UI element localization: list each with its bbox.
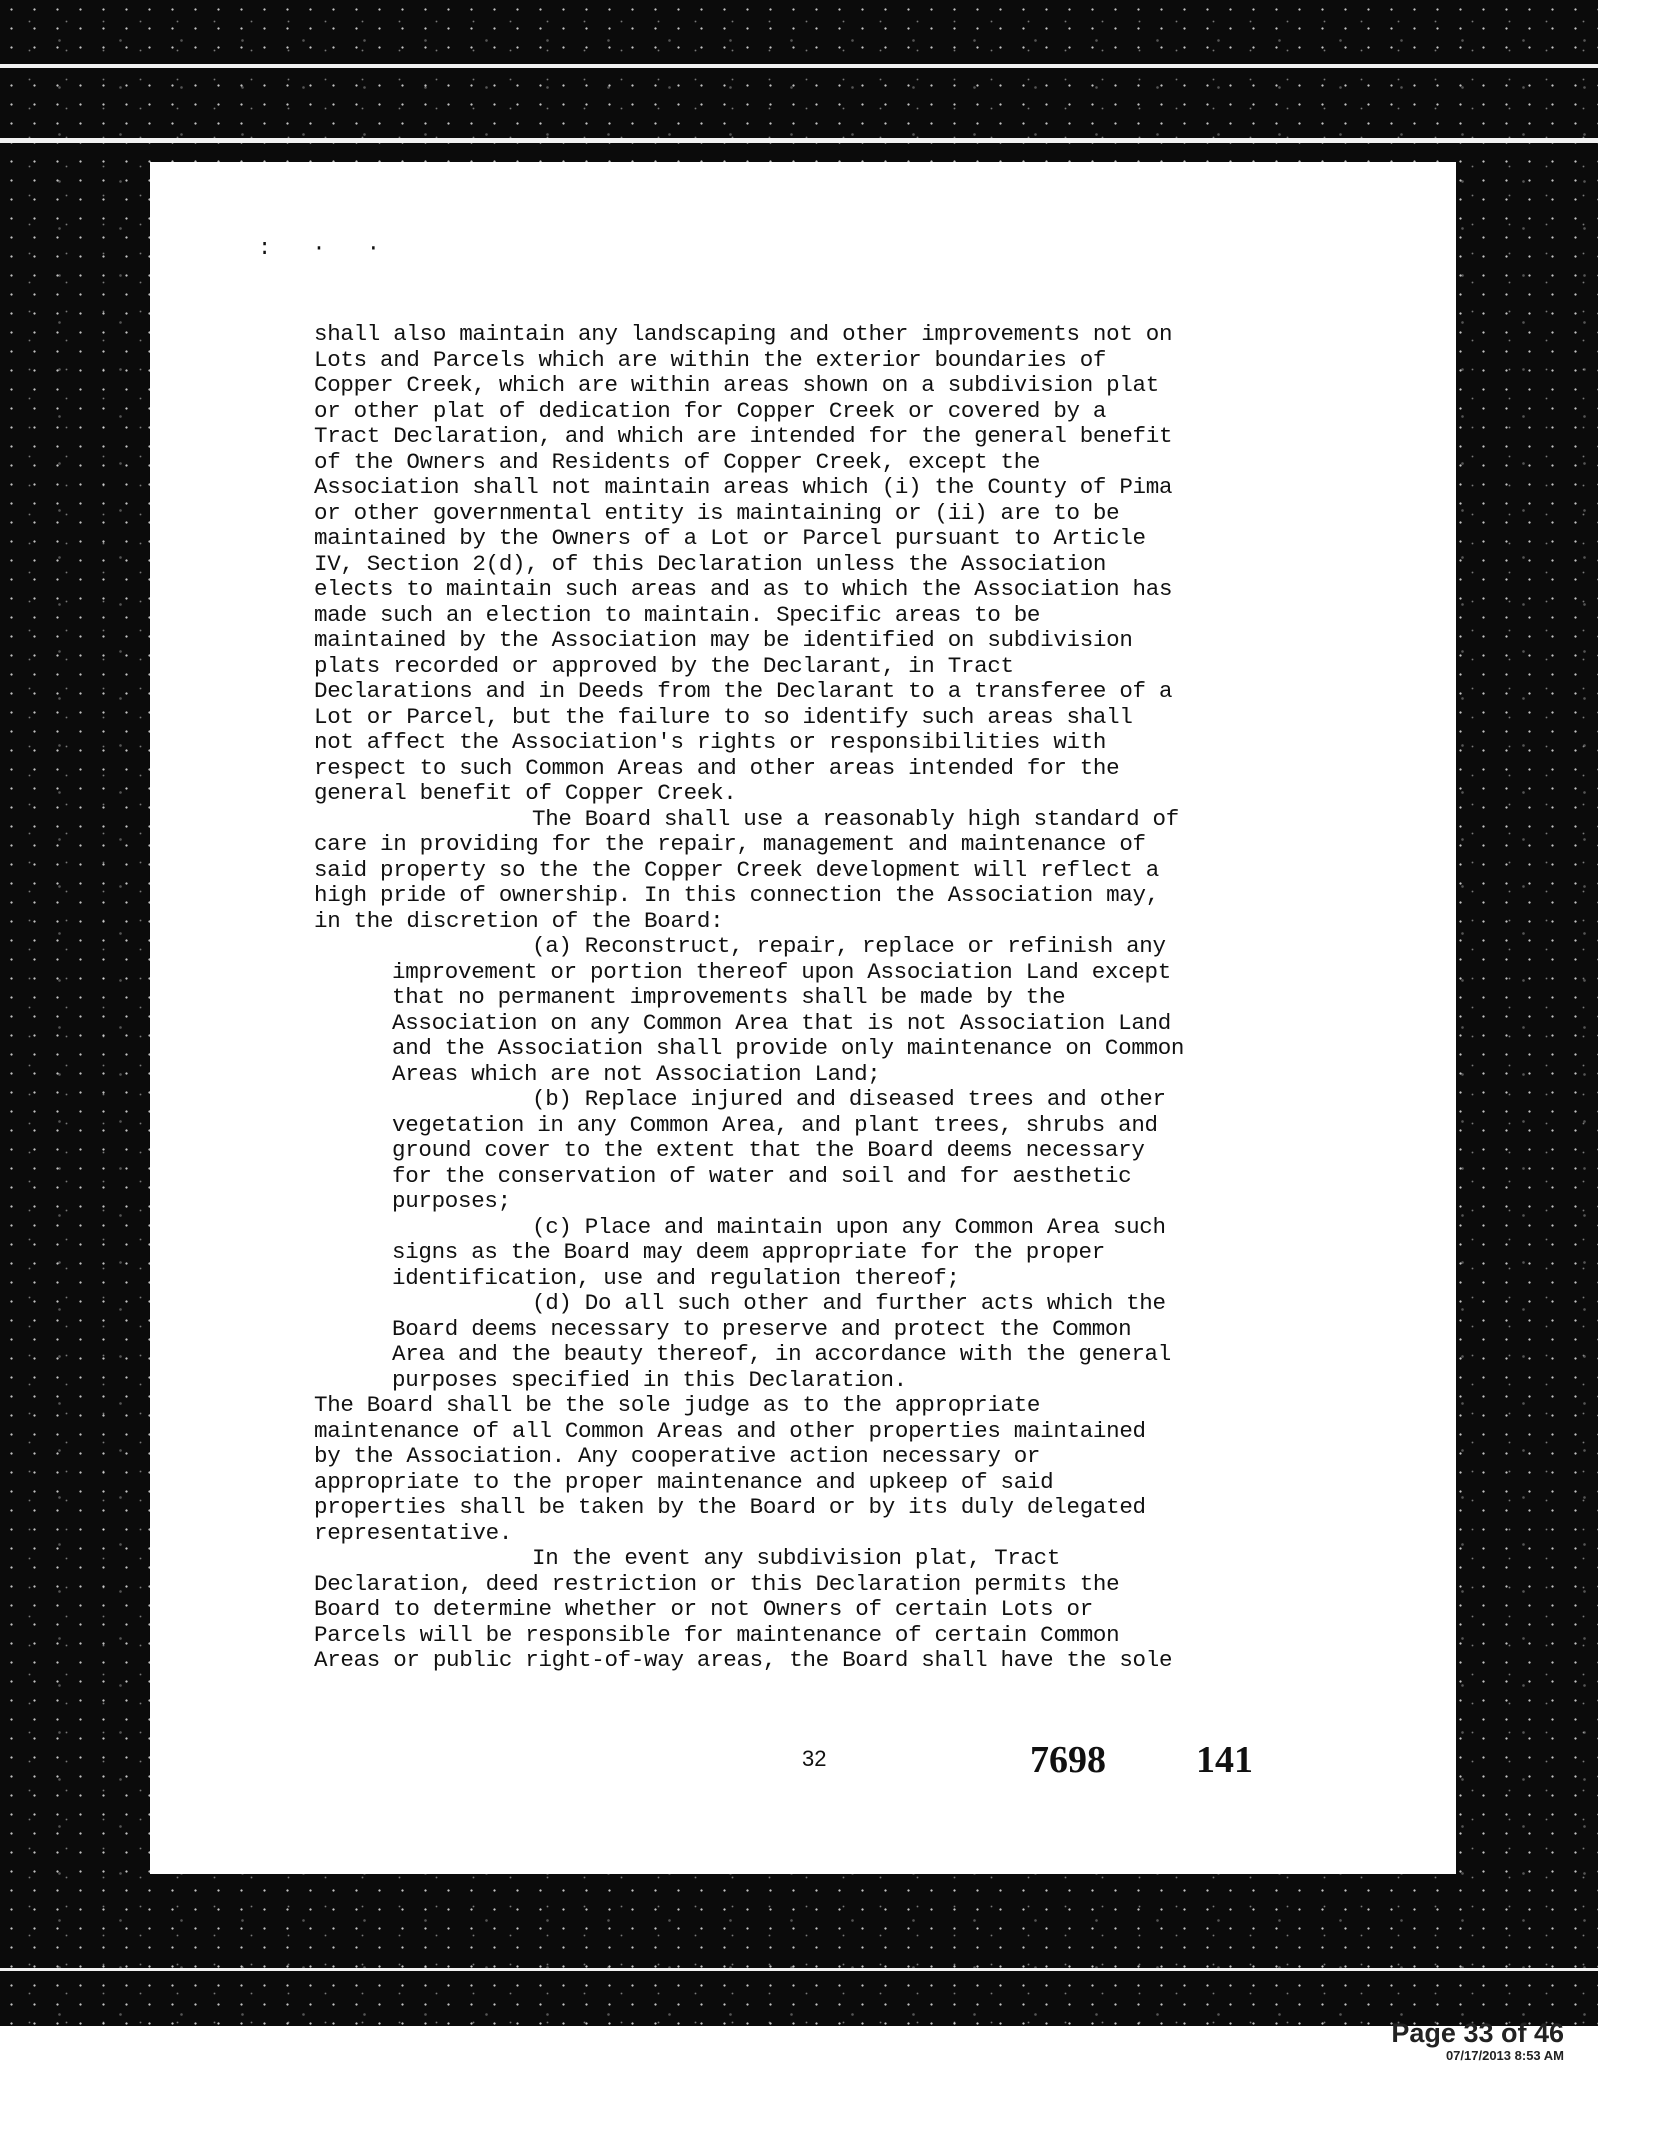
- page-counter: Page 33 of 46: [1391, 2018, 1564, 2048]
- page-number: 32: [802, 1746, 827, 1771]
- document-body: [314, 322, 1404, 1674]
- recording-book-number: 7698: [1030, 1739, 1106, 1781]
- list-item: (c) Place and maintain upon any Common Area such signs as the Board may deem appropriate for the proper identification, use and regulation thereof;: [392, 1213, 1166, 1291]
- viewer-page-stamp: [1391, 2018, 1564, 2064]
- list-item: (d) Do all such other and further acts which the Board deems necessary to preserve and protect the Common Area and the beauty thereof, in accordance with the general purposes specified in this Declaration.: [392, 1290, 1171, 1393]
- paragraph: The Board shall be the sole judge as to the appropriate maintenance of all Common Areas and other properties maintained by the Association. Any cooperative action necessary or appropriate to the proper maintenance and upkeep of said properties shall be taken by the Board or by its duly delegated representative.: [314, 1392, 1146, 1546]
- list-item: (a) Reconstruct, repair, replace or refinish any improvement or portion thereof upon Association Land except that no permanent improvements shall be made by the Association on any Common Area that is not Association Land and the Association shall provide only maintenance on Common Areas which are not Association Land;: [392, 933, 1185, 1087]
- paragraph: shall also maintain any landscaping and other improvements not on Lots and Parcels which are within the exterior boundaries of Copper Creek, which are within areas shown on a subdivision plat or other plat of dedication for Copper Creek or covered by a Tract Declaration, and which are intended for the general benefit of the Owners and Residents of Copper Creek, except the Association shall not maintain areas which (i) the County of Pima or other governmental entity is maintaining or (ii) are to be maintained by the Owners of a Lot or Parcel pursuant to Article IV, Section 2(d), of this Declaration unless the Association elects to maintain such areas and as to which the Association has made such an election to maintain. Specific areas to be maintained by the Association may be identified on subdivision plats recorded or approved by the Declarant, in Tract Declarations and in Deeds from the Declarant to a transferee of a Lot or Parcel, but the failure to so identify such areas shall not affect the Association's rights or responsibilities with respect to such Common Areas and other areas intended for the general benefit of Copper Creek.: [314, 321, 1173, 806]
- timestamp: 07/17/2013 8:53 AM: [1445, 2048, 1564, 2063]
- recording-page-number: 141: [1196, 1739, 1253, 1781]
- paragraph: In the event any subdivision plat, Tract Declaration, deed restriction or this Declaration permits the Board to determine whether or not Owners of certain Lots or Parcels will be responsible for maintenance of certain Common Areas or public right-of-way areas, the Board shall have the sole: [314, 1545, 1173, 1673]
- margin-marks: : · ·: [258, 236, 395, 261]
- paragraph: The Board shall use a reasonably high standard of care in providing for the repair, management and maintenance of said property so the the Copper Creek development will reflect a high pride of ownership. In this connection the Association may, in the discretion of the Board:: [314, 805, 1179, 934]
- scan-line: [0, 64, 1598, 68]
- scan-line: [0, 1968, 1598, 1971]
- list-item: (b) Replace injured and diseased trees and other vegetation in any Common Area, and plant trees, shrubs and ground cover to the extent that the Board deems necessary for the conservation of water and soil and for aesthetic purposes;: [392, 1086, 1166, 1214]
- scan-line: [0, 138, 1598, 143]
